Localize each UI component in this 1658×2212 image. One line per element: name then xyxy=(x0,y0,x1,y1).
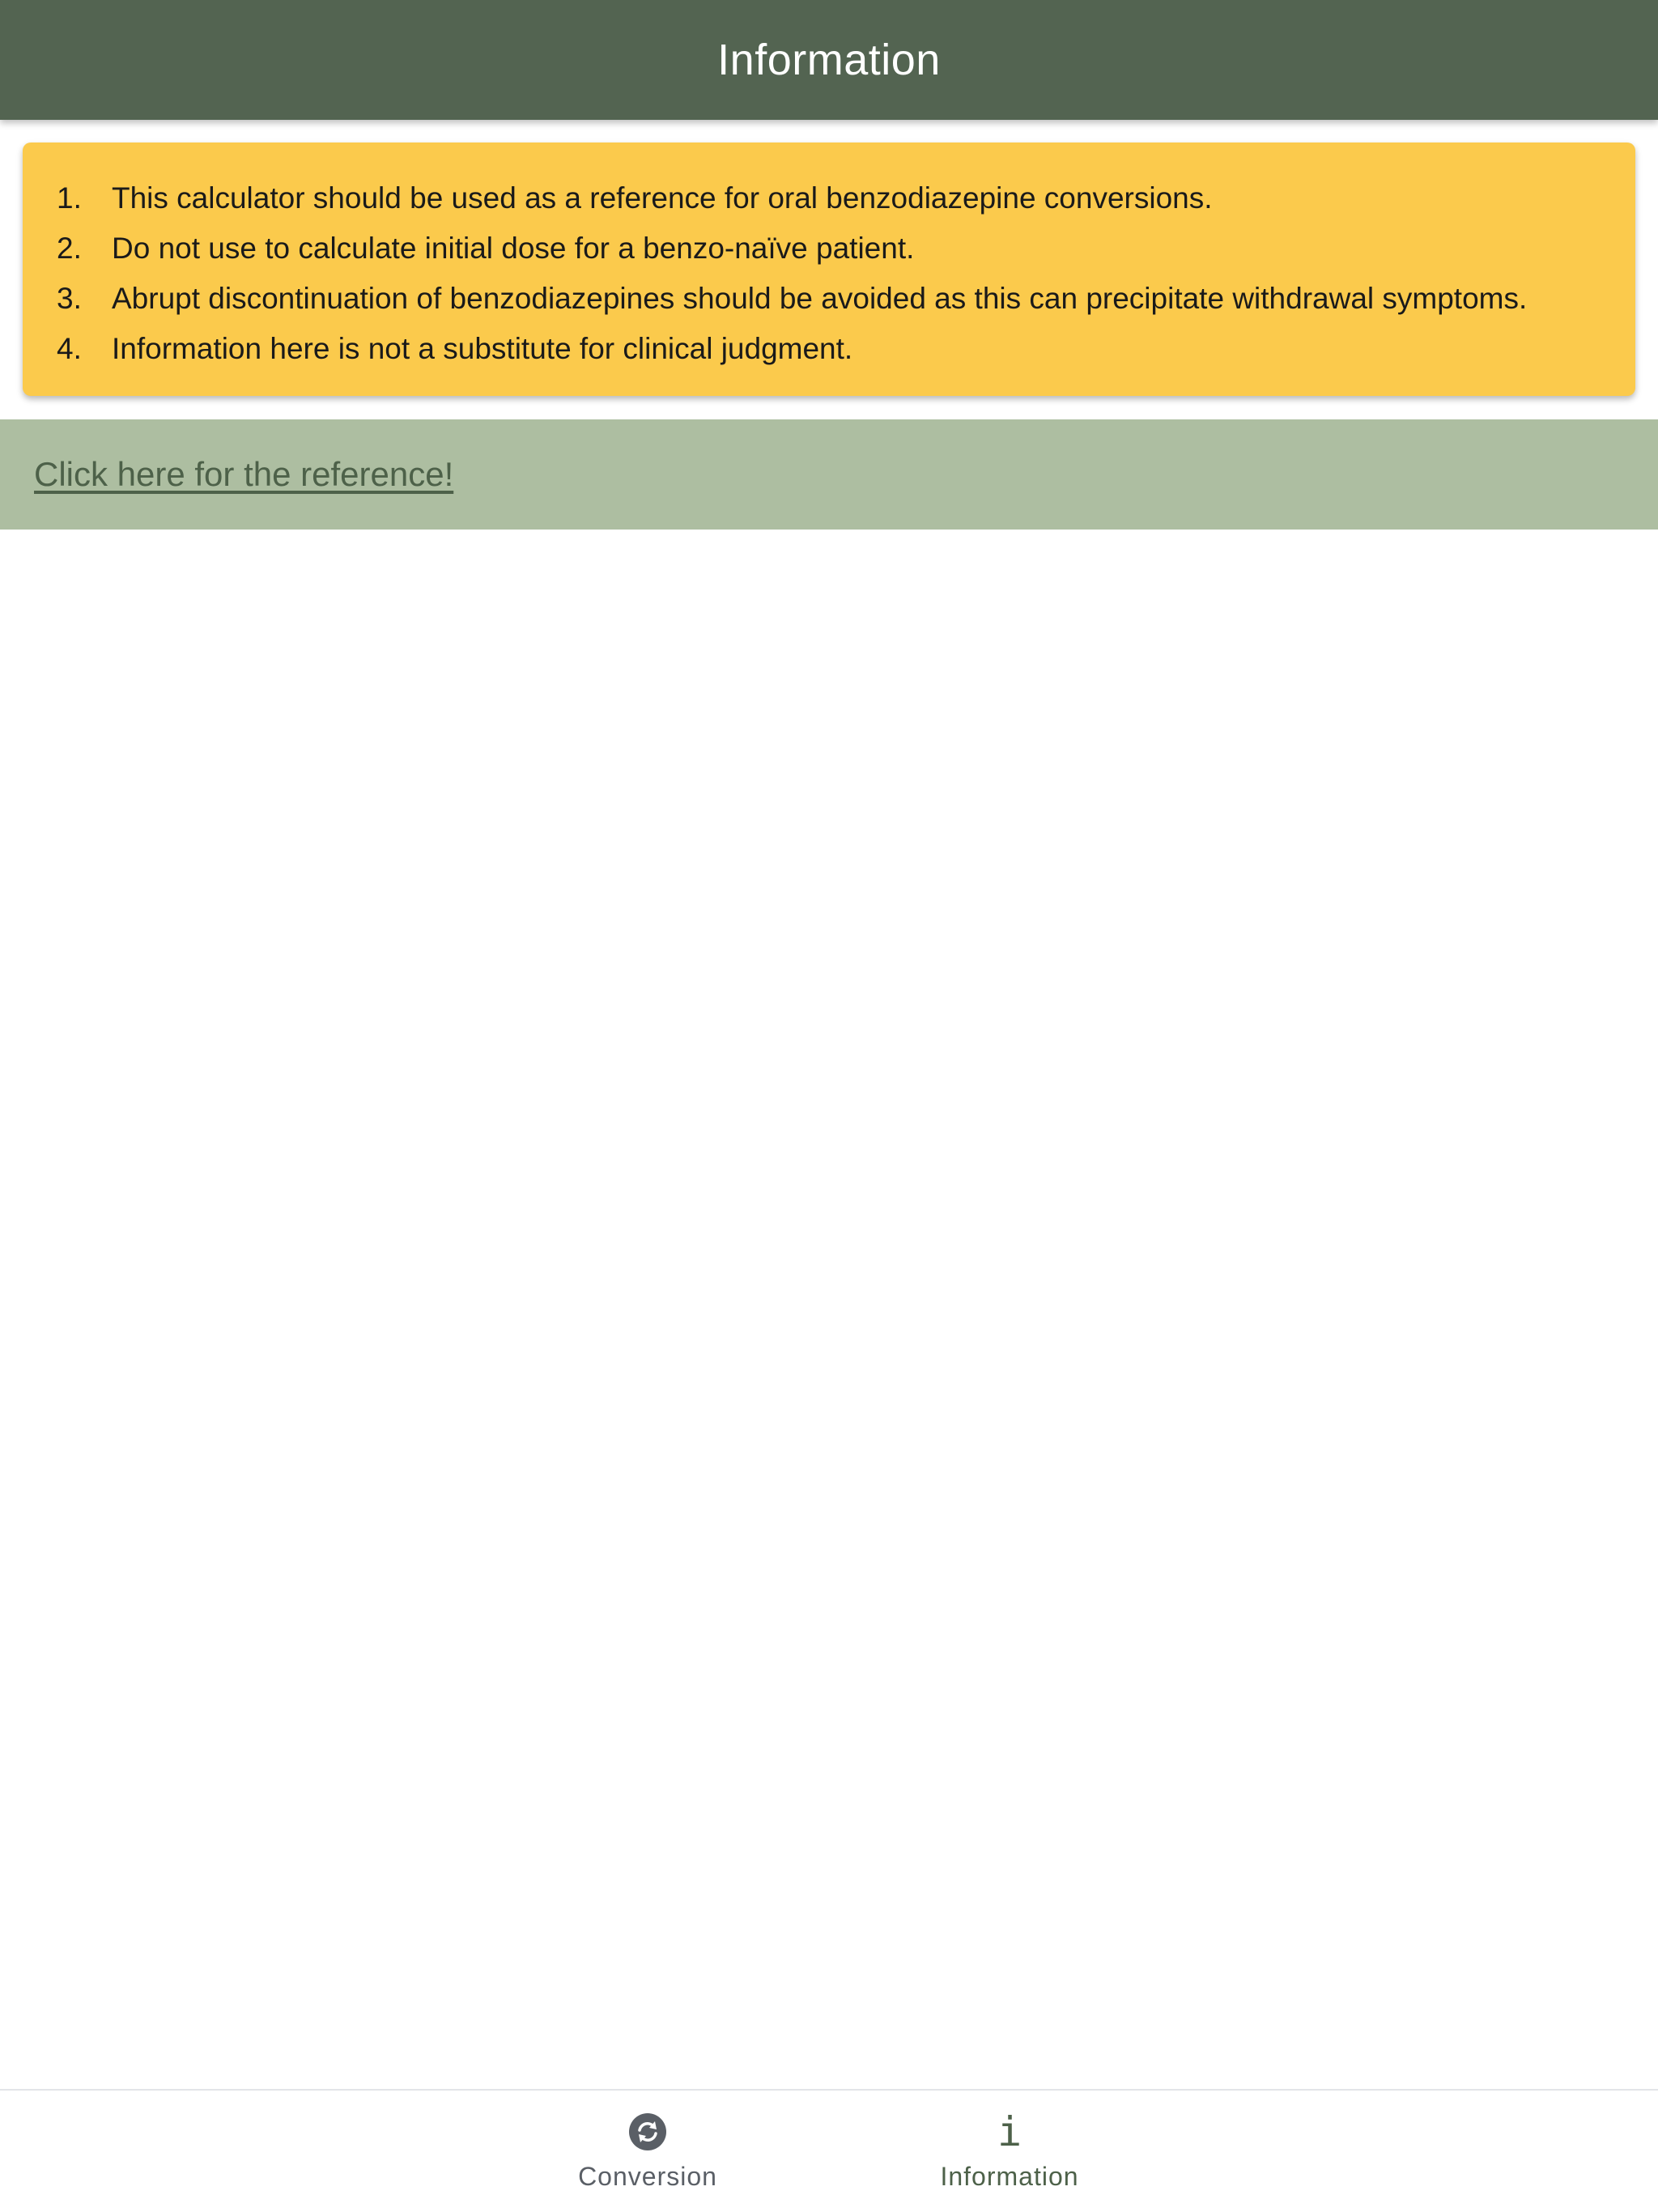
notice-number: 2. xyxy=(57,232,82,265)
notice-number: 1. xyxy=(57,181,82,215)
notice-text: Abrupt discontinuation of benzodiazepines should be avoided as this can precipitate withdrawal symptoms. xyxy=(112,282,1528,315)
tab-label: Conversion xyxy=(578,2162,717,2191)
reference-bar xyxy=(0,419,1658,530)
tab-conversion[interactable] xyxy=(510,2091,785,2212)
notice-item xyxy=(57,274,1635,324)
notice-item xyxy=(57,324,1635,374)
header-bar xyxy=(0,0,1658,120)
notice-list xyxy=(57,173,1635,374)
notice-number: 3. xyxy=(57,282,82,315)
refresh-icon xyxy=(627,2112,668,2152)
notice-text: Do not use to calculate initial dose for a benzo-naïve patient. xyxy=(112,232,915,265)
reference-link[interactable]: Click here for the reference! xyxy=(34,455,454,493)
notice-text: Information here is not a substitute for clinical judgment. xyxy=(112,332,853,365)
notice-item xyxy=(57,173,1635,223)
info-icon: i xyxy=(997,2108,1022,2155)
notice-number: 4. xyxy=(57,332,82,365)
page-title: Information xyxy=(717,36,941,84)
notice-item xyxy=(57,223,1635,274)
notice-card xyxy=(23,143,1635,396)
tab-information[interactable] xyxy=(872,2091,1147,2212)
notice-text: This calculator should be used as a reference for oral benzodiazepine conversions. xyxy=(112,181,1213,215)
bottom-tab-bar xyxy=(0,2089,1658,2212)
tab-label: Information xyxy=(940,2162,1079,2191)
